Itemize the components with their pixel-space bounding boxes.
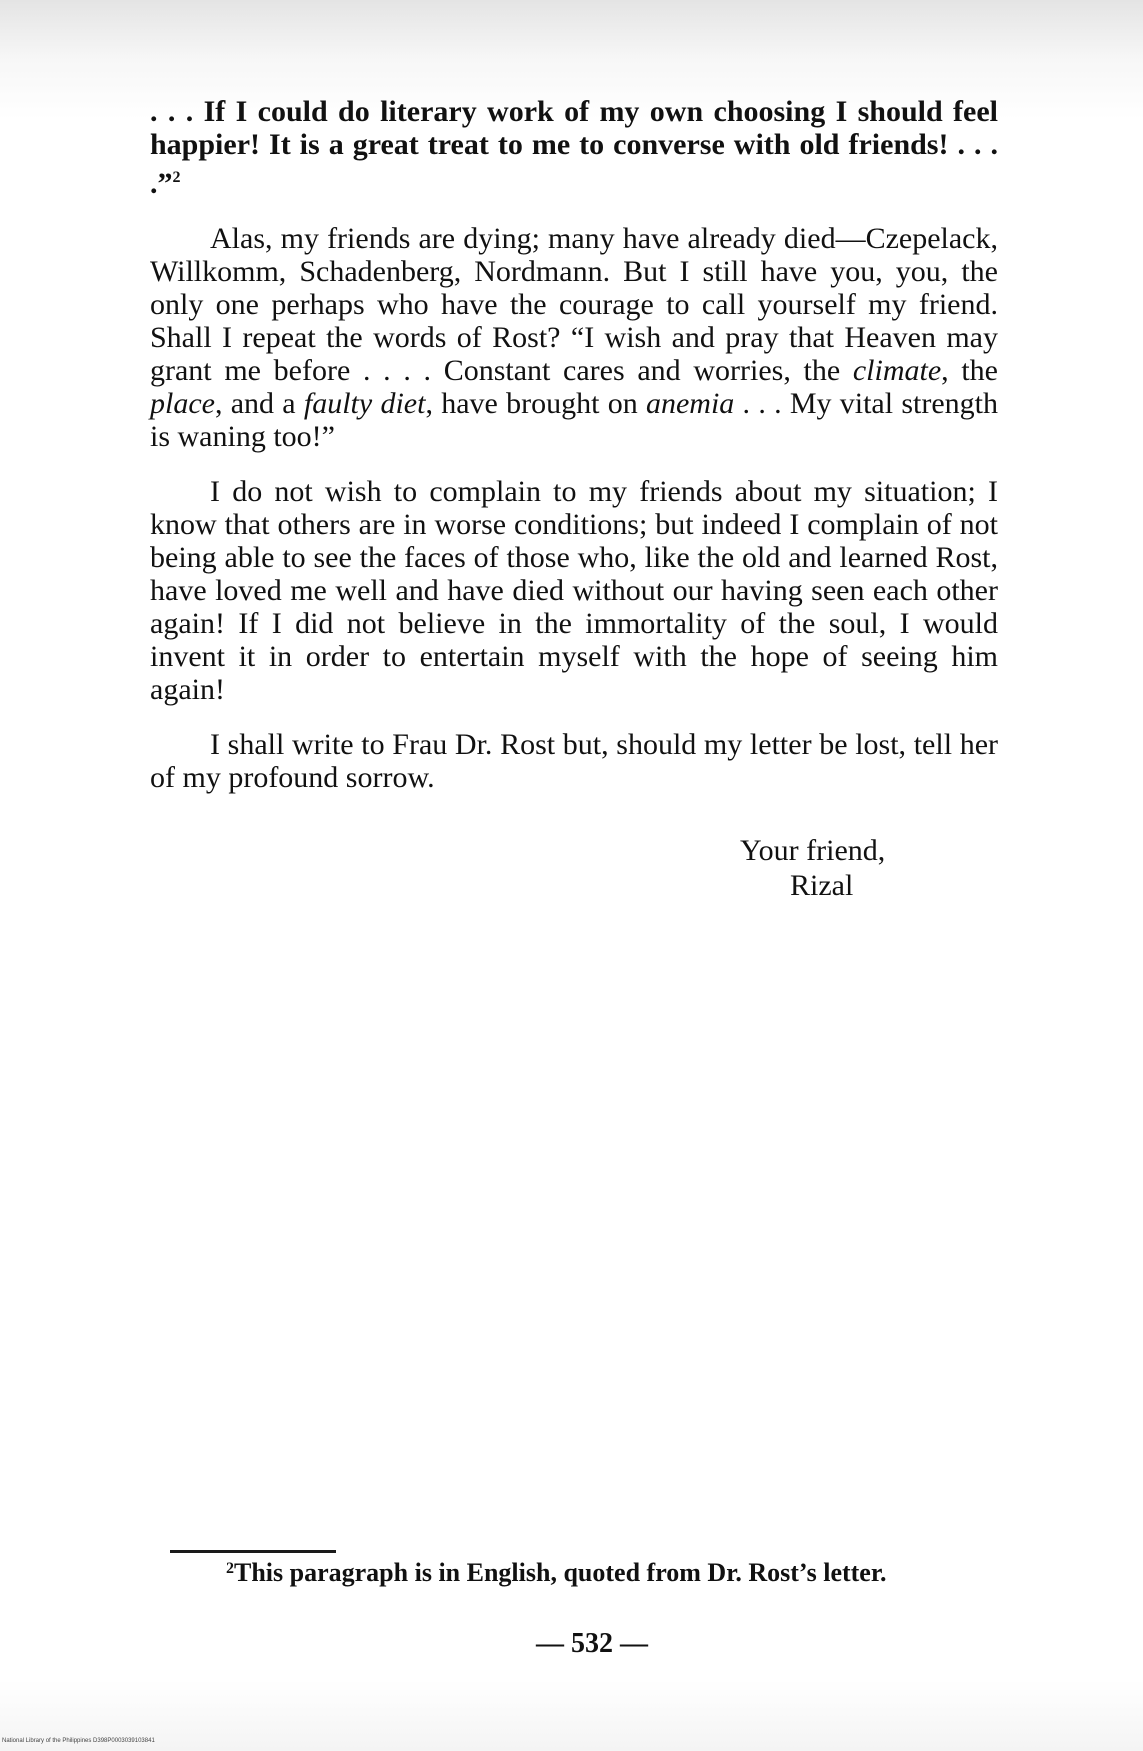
footnote-text: This paragraph is in English, quoted from Dr. Rost’s letter. — [234, 1558, 887, 1587]
paragraph-quote — [150, 95, 998, 200]
emphasis-anemia: anemia — [645, 387, 735, 420]
footnote-marker: 2 — [226, 1560, 234, 1577]
footnote-divider — [170, 1550, 336, 1553]
emphasis-climate: climate — [852, 354, 942, 387]
closing-salutation: Your friend, — [740, 834, 886, 867]
paragraph-text: Alas, my friends are dying; many have already died—Czepelack, Willkomm, Schadenberg, Nordmann. But I still have you, you, the only one perhaps who have the courage to call yourself my friend. Shall I repeat the words of Rost? “I wish and pray that Heaven may grant me before . . . . Constant cares and worries, the — [150, 222, 998, 387]
paragraph-complaint: I do not wish to complain to my friends about my situation; I know that others are in worse conditions; but indeed I complain of not being able to see the faces of those who, like the old and learned Rost, have loved me well and have died without our having seen each other again! If I did not believe in the immortality of the soul, I would invent it in order to entertain myself with the hope of seeing him again! — [150, 475, 998, 706]
emphasis-faulty-diet: faulty diet — [303, 387, 426, 420]
paragraph-text: , the — [941, 354, 998, 387]
quote-text: . . . If I could do literary work of my own choosing I should feel happier! It is a great treat to me to converse with old friends! . . . .” — [150, 95, 998, 200]
paragraph-friends — [150, 222, 998, 453]
paragraph-text: , and a — [214, 387, 304, 420]
letter-body — [150, 95, 998, 816]
library-stamp: National Library of the Philippines D398P0003039103841 — [2, 1738, 155, 1744]
paragraph-text: . . . My vital strength is waning too!” — [150, 387, 998, 453]
emphasis-place: place — [150, 387, 215, 420]
page-number: — 532 — — [536, 1628, 648, 1659]
paragraph-frau-rost: I shall write to Frau Dr. Rost but, should my letter be lost, tell her of my profound sorrow. — [150, 728, 998, 794]
paragraph-text: , have brought on — [425, 387, 646, 420]
footnote-reference: 2 — [172, 169, 181, 186]
letter-closing — [740, 833, 885, 903]
footnote — [226, 1558, 887, 1588]
signature: Rizal — [790, 869, 854, 902]
